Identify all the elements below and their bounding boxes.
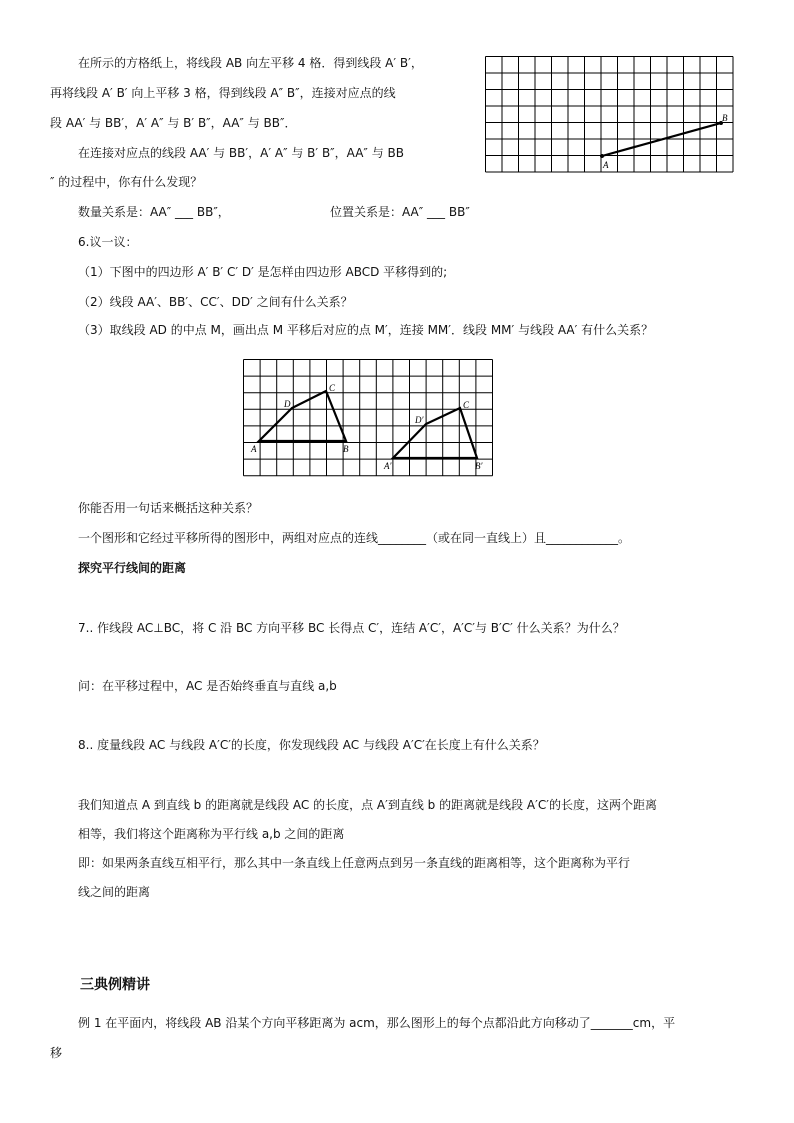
explore-q7: 7.. 作线段 AC⊥BC，将 C 沿 BC 方向平移 BC 长得点 C′，连结 A′C′，A′C′与 B′C′ 什么关系？为什么？: [78, 621, 625, 635]
label-b: B: [722, 113, 728, 123]
label-d-orig: D: [284, 399, 291, 409]
figure-grid-segment-ab: [485, 56, 741, 176]
explore-p2-line1: 即：如果两条直线互相平行，那么其中一条直线上任意两点到另一条直线的距离相等，这个距离称为平行: [78, 856, 631, 870]
summary-statement: 一个图形和它经过平移所得的图形中，两组对应点的连线________（或在同一直线上）且____________。: [78, 531, 631, 545]
section6-q3: （3）取线段 AD 的中点 M，画出点 M 平移后对应的点 M′，连接 MM′．线段 MM′ 与线段 AA′ 有什么关系？: [78, 323, 654, 337]
label-c-translated: C: [463, 400, 470, 410]
summary-question: 你能否用一句话来概括这种关系？: [78, 501, 259, 515]
examples-heading: 三典例精讲: [80, 977, 150, 993]
label-c-orig: C: [329, 383, 336, 393]
label-d-translated: D′: [415, 415, 424, 425]
label-a-translated: A′: [384, 461, 392, 471]
section6-q1: （1）下图中的四边形 A′ B′ C′ D′ 是怎样由四边形 ABCD 平移得到的;: [78, 265, 448, 279]
section6-heading: 6.议一议：: [78, 235, 138, 249]
label-a: A: [603, 160, 609, 170]
position-relation: 位置关系是：AA″ ___ BB″: [330, 205, 470, 219]
label-a-orig: A: [251, 444, 257, 454]
label-b-orig: B: [343, 444, 349, 454]
explore-ask: 问：在平移过程中，AC 是否始终垂直与直线 a,b: [78, 679, 337, 693]
label-b-translated: B′: [475, 461, 483, 471]
para1-line3: 段 AA′ 与 BB′，A′ A″ 与 B′ B″，AA″ 与 BB″．: [50, 116, 297, 130]
example1-line1: 例 1 在平面内，将线段 AB 沿某个方向平移距离为 acm，那么图形上的每个点都沿此方向移动了_______cm，平: [78, 1016, 676, 1030]
explore-q8: 8.. 度量线段 AC 与线段 A′C′的长度，你发现线段 AC 与线段 A′C′在长度上有什么关系？: [78, 738, 545, 752]
quadrilateral-abcd-translated: [393, 408, 477, 458]
example1-line2: 移: [50, 1046, 63, 1060]
explore-p1-line1: 我们知道点 A 到直线 b 的距离就是线段 AC 的长度，点 A′到直线 b 的距离就是线段 A′C′的长度，这两个距离: [78, 798, 657, 812]
para1-line1: 在所示的方格纸上，将线段 AB 向左平移 4 格．得到线段 A′ B′，: [78, 56, 423, 70]
explore-heading: 探究平行线间的距离: [78, 561, 187, 575]
para2-line1: 在连接对应点的线段 AA′ 与 BB′，A′ A″ 与 B′ B″，AA″ 与 BB: [78, 146, 404, 160]
quantity-relation: 数量关系是：AA″ ___ BB″，: [78, 205, 230, 219]
quadrilateral-abcd: [259, 391, 346, 441]
figure-grid-quadrilaterals: [242, 358, 494, 478]
para2-line2: ″ 的过程中，你有什么发现？: [50, 175, 203, 189]
section6-q2: （2）线段 AA′、BB′、CC′、DD′ 之间有什么关系？: [78, 295, 353, 309]
explore-p1-line2: 相等，我们将这个距离称为平行线 a,b 之间的距离: [78, 827, 345, 841]
para1-line2: 再将线段 A′ B′ 向上平移 3 格，得到线段 A″ B″，连接对应点的线: [50, 86, 396, 100]
explore-p2-line2: 线之间的距离: [78, 885, 151, 899]
